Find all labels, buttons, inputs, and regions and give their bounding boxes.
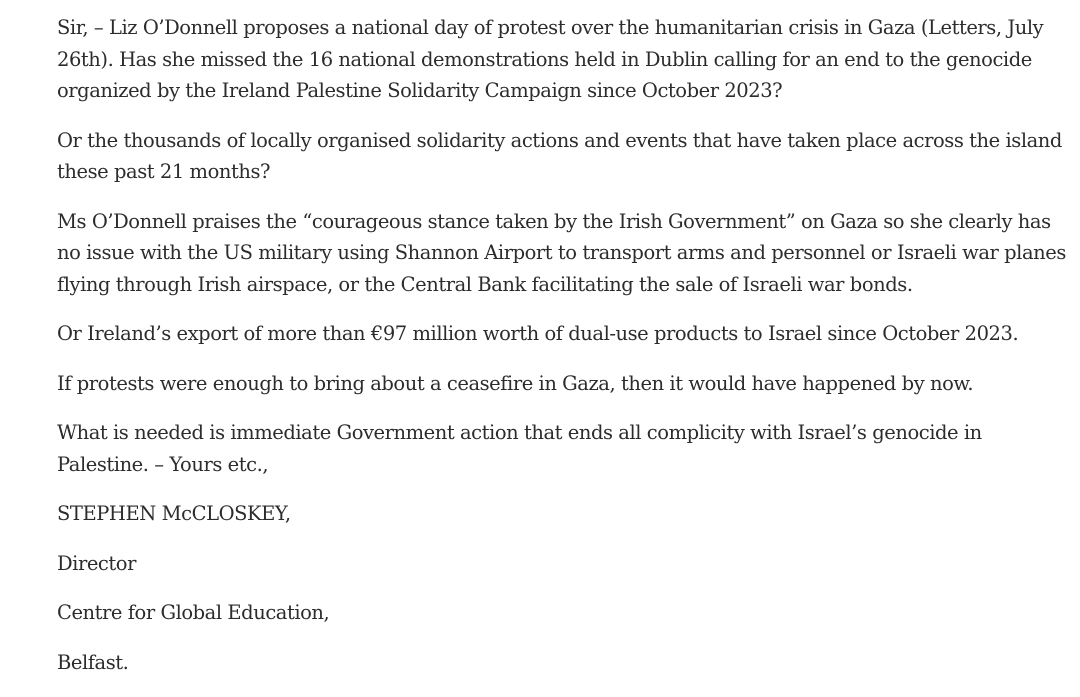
paragraph: Or the thousands of locally organised solidarity actions and events that have taken place across the island these past 21 months? [57, 128, 1062, 183]
paragraph: If protests were enough to bring about a ceasefire in Gaza, then it would have happened by now. [57, 371, 974, 395]
signature-location: Belfast. [57, 650, 129, 674]
paragraph: Ms O’Donnell praises the “courageous stance taken by the Irish Government” on Gaza so she clearly has no issue with the US military using Shannon Airport to transport arms and personnel or Israeli war planes flying through Irish airspace, or the Central Bank facilitating the sale of Israeli war bonds. [57, 209, 1066, 296]
paragraph: What is needed is immediate Government action that ends all complicity with Israel’s genocide in Palestine. – Yours etc., [57, 421, 982, 476]
paragraph: Sir, – Liz O’Donnell proposes a national day of protest over the humanitarian crisis in Gaza (Letters, July 26th). Has she missed the 16 national demonstrations held in Dublin calling for an end to the genocide organized by the Ireland Palestine Solidarity Campaign since October 2023? [57, 16, 1044, 102]
signature-title: Director [57, 551, 136, 575]
paragraph: Or Ireland’s export of more than €97 million worth of dual-use products to Israel since October 2023. [57, 322, 1019, 345]
signature-organisation: Centre for Global Education, [57, 601, 330, 624]
letter-body [57, 12, 1069, 696]
signature-name: STEPHEN McCLOSKEY, [57, 502, 291, 525]
